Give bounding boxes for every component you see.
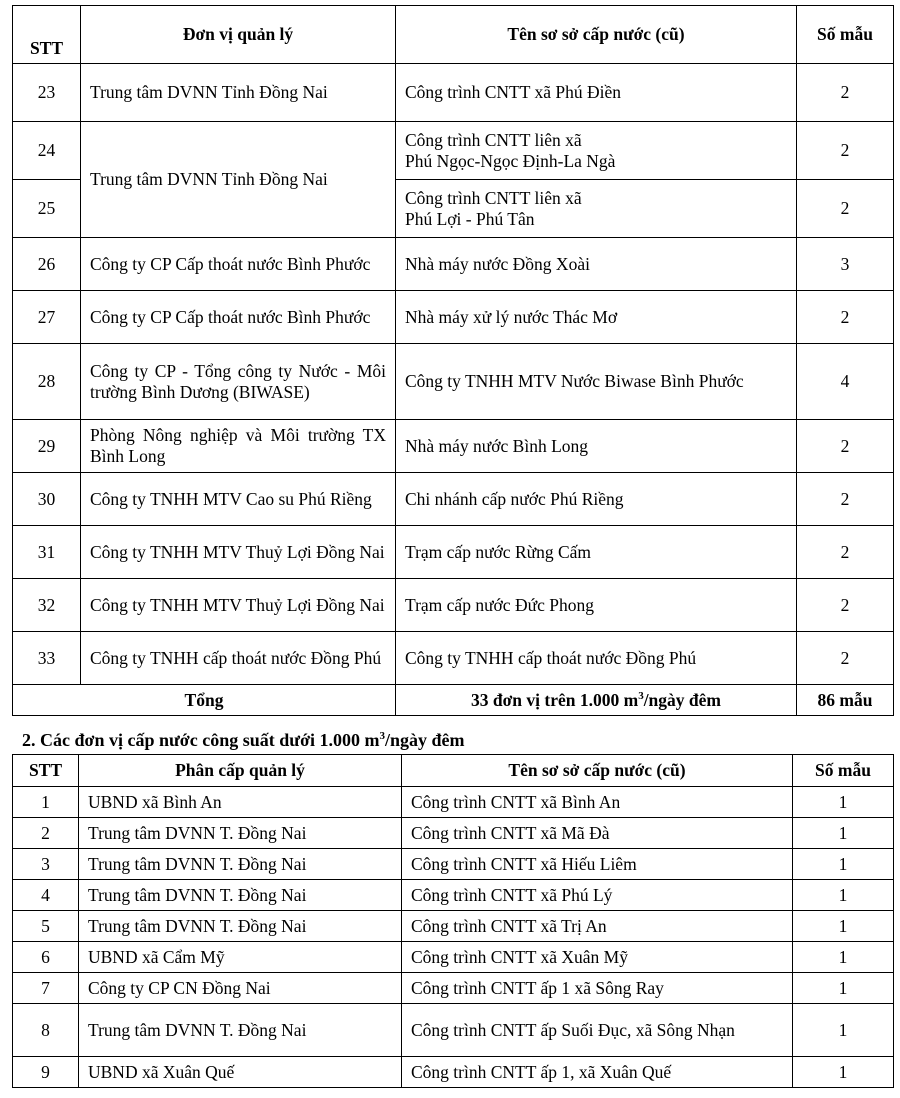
- facility-line-2: Phú Lợi - Phú Tân: [405, 208, 535, 229]
- cell-stt: 30: [13, 473, 81, 526]
- table-row: [13, 579, 894, 632]
- cell-unit: Công ty TNHH MTV Cao su Phú Riềng: [81, 473, 396, 526]
- table-row: [13, 420, 894, 473]
- cell-unit: Công ty CP CN Đồng Nai: [79, 973, 402, 1004]
- cell-unit: Công ty CP Cấp thoát nước Bình Phước: [81, 291, 396, 344]
- cell-unit: UBND xã Xuân Quế: [79, 1057, 402, 1088]
- table-row: [13, 942, 894, 973]
- total-label: Tổng: [13, 685, 396, 716]
- cell-stt: 9: [13, 1057, 79, 1088]
- header-facility: Tên sơ sở cấp nước (cũ): [396, 6, 797, 64]
- cell-facility: Nhà máy nước Bình Long: [396, 420, 797, 473]
- cell-facility: Công trình CNTT xã Mã Đà: [402, 818, 793, 849]
- cell-samples: 1: [793, 818, 894, 849]
- cell-samples: 1: [793, 787, 894, 818]
- header-samples: Số mẫu: [793, 755, 894, 787]
- cell-samples: 2: [797, 632, 894, 685]
- cell-stt: 4: [13, 880, 79, 911]
- cell-unit: Công ty TNHH MTV Thuỷ Lợi Đồng Nai: [81, 526, 396, 579]
- cell-facility: Công trình CNTT xã Xuân Mỹ: [402, 942, 793, 973]
- cell-unit: Trung tâm DVNN Tỉnh Đồng Nai: [81, 64, 396, 122]
- cell-samples: 2: [797, 579, 894, 632]
- table-row: [13, 64, 894, 122]
- cell-stt: 31: [13, 526, 81, 579]
- cell-facility: Công trình CNTT xã Bình An: [402, 787, 793, 818]
- cell-stt: 5: [13, 911, 79, 942]
- cell-samples: 3: [797, 238, 894, 291]
- cell-facility: Công trình CNTT xã Phú Điền: [396, 64, 797, 122]
- table-row: [13, 238, 894, 291]
- cell-unit: Trung tâm DVNN T. Đồng Nai: [79, 849, 402, 880]
- table-row: [13, 1057, 894, 1088]
- cell-stt: 26: [13, 238, 81, 291]
- cell-unit: UBND xã Bình An: [79, 787, 402, 818]
- table-header-row: [13, 755, 894, 787]
- cell-unit: Công ty CP - Tổng công ty Nước - Môi trường Bình Dương (BIWASE): [81, 344, 396, 420]
- cell-unit: Công ty CP Cấp thoát nước Bình Phước: [81, 238, 396, 291]
- cell-unit: UBND xã Cẩm Mỹ: [79, 942, 402, 973]
- cell-facility: Công ty TNHH MTV Nước Biwase Bình Phước: [396, 344, 797, 420]
- cell-samples: 1: [793, 942, 894, 973]
- cell-facility: [396, 180, 797, 238]
- facility-line-1: Công trình CNTT liên xã: [405, 187, 582, 208]
- cell-facility: Trạm cấp nước Rừng Cấm: [396, 526, 797, 579]
- cell-facility: Trạm cấp nước Đức Phong: [396, 579, 797, 632]
- cell-facility: Công ty TNHH cấp thoát nước Đồng Phú: [396, 632, 797, 685]
- cell-samples: 2: [797, 420, 894, 473]
- cell-samples: 4: [797, 344, 894, 420]
- cell-facility: Công trình CNTT xã Trị An: [402, 911, 793, 942]
- cell-stt: 25: [13, 180, 81, 238]
- cell-samples: 2: [797, 64, 894, 122]
- table-row: [13, 526, 894, 579]
- water-facility-table-2: [12, 754, 894, 1088]
- cell-facility: Công trình CNTT xã Hiếu Liêm: [402, 849, 793, 880]
- table-row: [13, 473, 894, 526]
- table-header-row: [13, 6, 894, 64]
- cell-facility: Công trình CNTT ấp Suối Đục, xã Sông Nhạn: [402, 1004, 793, 1057]
- cell-unit: Công ty TNHH cấp thoát nước Đồng Phú: [81, 632, 396, 685]
- table-row: [13, 291, 894, 344]
- cell-unit: Trung tâm DVNN T. Đồng Nai: [79, 880, 402, 911]
- cell-stt: 1: [13, 787, 79, 818]
- cell-facility: [396, 122, 797, 180]
- cell-samples: 2: [797, 473, 894, 526]
- table-row: [13, 344, 894, 420]
- cell-samples: 2: [797, 180, 894, 238]
- cell-facility: Công trình CNTT ấp 1 xã Sông Ray: [402, 973, 793, 1004]
- header-stt: STT: [13, 755, 79, 787]
- table-row: [13, 911, 894, 942]
- cell-unit: Trung tâm DVNN T. Đồng Nai: [79, 911, 402, 942]
- header-facility: Tên sơ sở cấp nước (cũ): [402, 755, 793, 787]
- cell-stt: 6: [13, 942, 79, 973]
- cell-samples: 1: [793, 973, 894, 1004]
- cell-unit: Trung tâm DVNN T. Đồng Nai: [79, 1004, 402, 1057]
- table-row: [13, 122, 894, 180]
- facility-line-2: Phú Ngọc-Ngọc Định-La Ngà: [405, 150, 616, 171]
- table-row: [13, 1004, 894, 1057]
- table-row: [13, 973, 894, 1004]
- cell-stt: 27: [13, 291, 81, 344]
- cell-samples: 1: [793, 1057, 894, 1088]
- facility-line-1: Công trình CNTT liên xã: [405, 129, 582, 150]
- cell-unit: Phòng Nông nghiệp và Môi trường TX Bình Long: [81, 420, 396, 473]
- cell-samples: 2: [797, 526, 894, 579]
- cell-facility: Nhà máy xử lý nước Thác Mơ: [396, 291, 797, 344]
- header-unit: Phân cấp quản lý: [79, 755, 402, 787]
- cell-unit: Công ty TNHH MTV Thuỷ Lợi Đồng Nai: [81, 579, 396, 632]
- cell-facility: Chi nhánh cấp nước Phú Riềng: [396, 473, 797, 526]
- cell-samples: 1: [793, 911, 894, 942]
- total-units: 33 đơn vị trên 1.000 $m^3$/ngày đêm: [396, 685, 797, 716]
- total-samples: 86 mẫu: [797, 685, 894, 716]
- section-2-heading: 2. Các đơn vị cấp nước công suất dưới 1.000 $m^3$/ngày đêm: [22, 730, 465, 750]
- cell-stt: 28: [13, 344, 81, 420]
- cell-facility: Công trình CNTT ấp 1, xã Xuân Quế: [402, 1057, 793, 1088]
- cell-facility: Nhà máy nước Đồng Xoài: [396, 238, 797, 291]
- cell-stt: 7: [13, 973, 79, 1004]
- cell-stt: 2: [13, 818, 79, 849]
- cell-unit: Trung tâm DVNN Tỉnh Đồng Nai: [81, 122, 396, 238]
- cell-samples: 1: [793, 849, 894, 880]
- cell-stt: 33: [13, 632, 81, 685]
- table-row: [13, 880, 894, 911]
- cell-samples: 1: [793, 1004, 894, 1057]
- cell-stt: 24: [13, 122, 81, 180]
- water-facility-table-1: [12, 5, 894, 716]
- header-unit: Đơn vị quản lý: [81, 6, 396, 64]
- cell-stt: 23: [13, 64, 81, 122]
- cell-samples: 2: [797, 291, 894, 344]
- header-stt: STT: [13, 6, 81, 64]
- cell-stt: 29: [13, 420, 81, 473]
- cell-facility: Công trình CNTT xã Phú Lý: [402, 880, 793, 911]
- cell-samples: 2: [797, 122, 894, 180]
- total-row: [13, 685, 894, 716]
- cell-stt: 3: [13, 849, 79, 880]
- cell-samples: 1: [793, 880, 894, 911]
- header-samples: Số mẫu: [797, 6, 894, 64]
- table-row: [13, 849, 894, 880]
- cell-stt: 8: [13, 1004, 79, 1057]
- table-row: [13, 632, 894, 685]
- cell-stt: 32: [13, 579, 81, 632]
- table-row: [13, 818, 894, 849]
- cell-unit: Trung tâm DVNN T. Đồng Nai: [79, 818, 402, 849]
- table-row: [13, 787, 894, 818]
